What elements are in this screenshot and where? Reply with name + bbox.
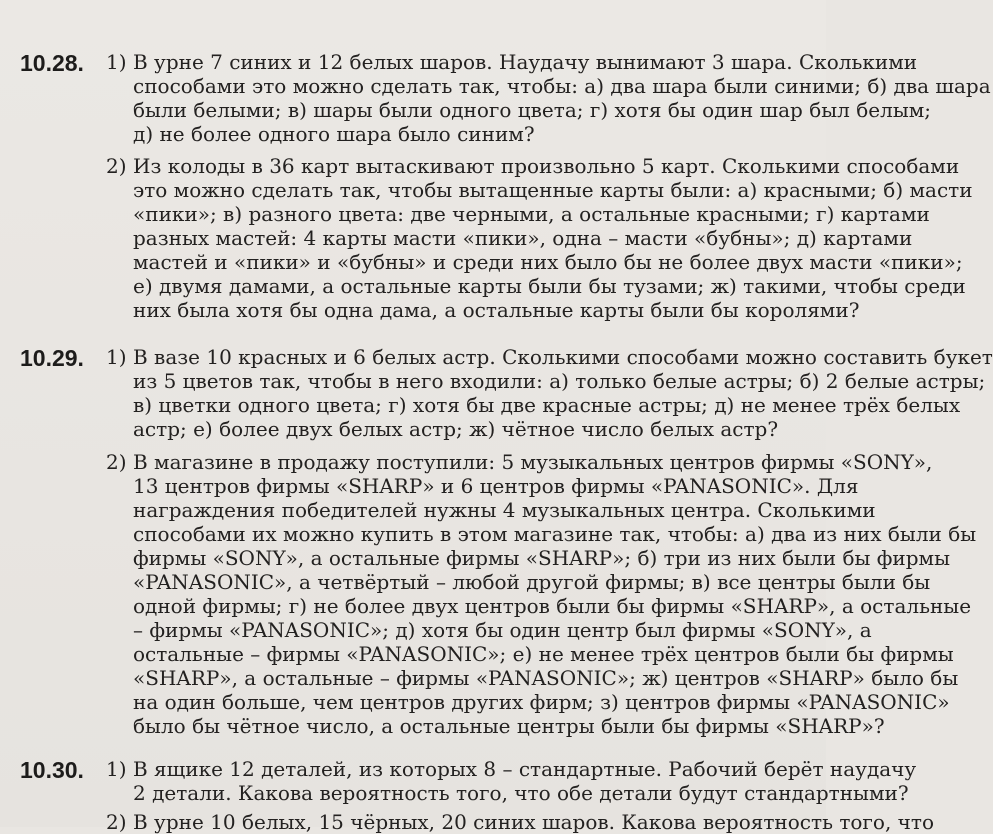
text-line: фирмы «SONY», а остальные фирмы «SHARP»; б) три из них были бы фирмы (133, 546, 951, 570)
text-line: В урне 7 синих и 12 белых шаров. Наудачу вынимают 3 шара. Сколькими (133, 50, 918, 74)
exercise-paragraph (133, 154, 973, 322)
item-number: 1) (106, 345, 127, 369)
exercise-paragraph (133, 757, 917, 805)
text-line: – фирмы «PANASONIC»; д) хотя бы один центр был фирмы «SONY», а (133, 618, 872, 642)
exercise-paragraph (133, 450, 977, 738)
text-line: е) двумя дамами, а остальные карты были бы тузами; ж) такими, чтобы среди (133, 274, 966, 298)
text-line: остальные – фирмы «PANASONIC»; е) не менее трёх центров были бы фирмы (133, 642, 954, 666)
text-line: Из колоды в 36 карт вытаскивают произвольно 5 карт. Сколькими способами (133, 154, 960, 178)
item-number: 1) (106, 757, 127, 781)
item-number: 2) (106, 810, 127, 834)
exercise-paragraph (133, 345, 993, 441)
text-line: были белыми; в) шары были одного цвета; г) хотя бы один шар был белым; (133, 98, 932, 122)
text-line: в) цветки одного цвета; г) хотя бы две красные астры; д) не менее трёх белых (133, 393, 961, 417)
text-line: способами их можно купить в этом магазине так, чтобы: а) два из них были бы (133, 522, 977, 546)
text-line: В вазе 10 красных и 6 белых астр. Сколькими способами можно составить букет (133, 345, 993, 369)
text-line: 2 детали. Какова вероятность того, что обе детали будут стандартными? (133, 781, 909, 805)
text-line: разных мастей: 4 карты масти «пики», одна – масти «бубны»; д) картами (133, 226, 913, 250)
text-line: способами это можно сделать так, чтобы: а) два шара были синими; б) два шара (133, 74, 991, 98)
text-line: из 5 цветов так, чтобы в него входили: а) только белые астры; б) 2 белые астры; (133, 369, 986, 393)
text-line: 13 центров фирмы «SHARP» и 6 центров фирмы «PANASONIC». Для (133, 474, 859, 498)
text-line: на один больше, чем центров других фирм; з) центров фирмы «PANASONIC» (133, 690, 950, 714)
text-line: «PANASONIC», а четвёртый – любой другой фирмы; в) все центры были бы (133, 570, 931, 594)
exercise-paragraph (133, 50, 991, 146)
exercise-number: 10.30. (20, 757, 84, 783)
item-number: 2) (106, 154, 127, 178)
text-line: «SHARP», а остальные – фирмы «PANASONIC»; ж) центров «SHARP» было бы (133, 666, 959, 690)
text-line: было бы чётное число, а остальные центры были бы фирмы «SHARP»? (133, 714, 885, 738)
exercise-paragraph (133, 810, 934, 834)
text-line: это можно сделать так, чтобы вытащенные карты были: а) красными; б) масти (133, 178, 973, 202)
text-line: них была хотя бы одна дама, а остальные карты были бы королями? (133, 298, 860, 322)
text-line: «пики»; в) разного цвета: две черными, а остальные красными; г) картами (133, 202, 930, 226)
text-line: д) не более одного шара было синим? (133, 122, 535, 146)
exercise-number: 10.29. (20, 345, 84, 371)
exercise-number: 10.28. (20, 50, 84, 76)
text-line: астр; е) более двух белых астр; ж) чётное число белых астр? (133, 417, 779, 441)
text-line: награждения победителей нужны 4 музыкальных центра. Сколькими (133, 498, 876, 522)
text-line: В магазине в продажу поступили: 5 музыкальных центров фирмы «SONY», (133, 450, 933, 474)
text-line: одной фирмы; г) не более двух центров были бы фирмы «SHARP», а остальные (133, 594, 972, 618)
text-line: мастей и «пики» и «бубны» и среди них было бы не более двух масти «пики»; (133, 250, 963, 274)
item-number: 2) (106, 450, 127, 474)
text-line: В ящике 12 деталей, из которых 8 – стандартные. Рабочий берёт наудачу (133, 757, 917, 781)
item-number: 1) (106, 50, 127, 74)
text-line: В урне 10 белых, 15 чёрных, 20 синих шаров. Какова вероятность того, что (133, 810, 934, 834)
